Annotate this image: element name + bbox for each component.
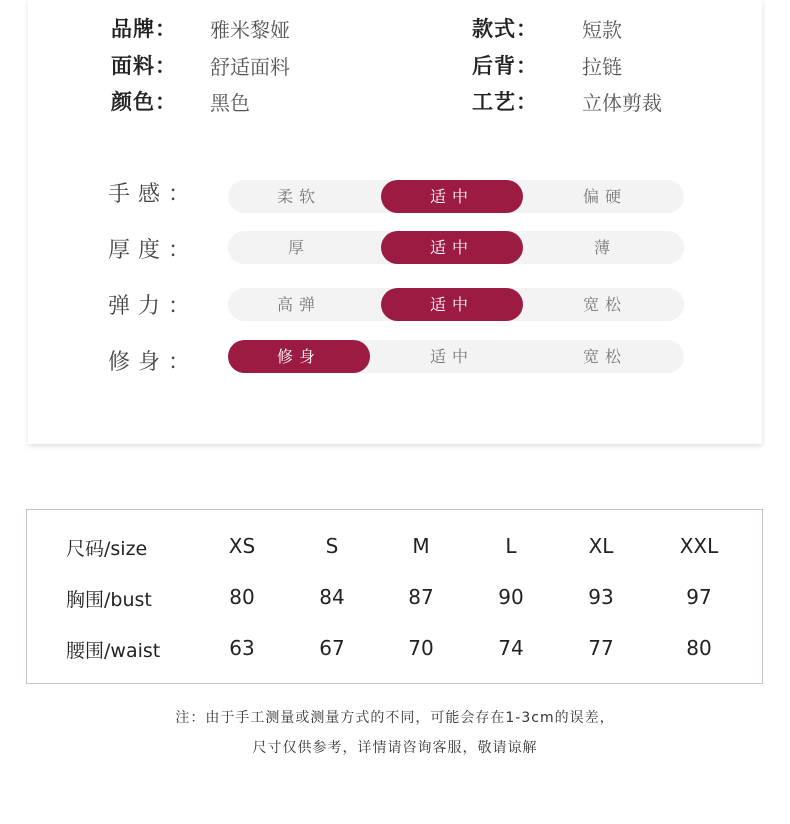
- scale-option: 适中: [381, 231, 523, 264]
- bust-cell: 93: [588, 585, 614, 609]
- bust-cell: 84: [319, 585, 345, 609]
- size-col-header: M: [412, 534, 430, 558]
- size-col-header: XL: [588, 534, 614, 558]
- attr-label-thickness: 厚度：: [108, 238, 199, 263]
- back-label: 后背：: [472, 54, 538, 78]
- brand-value: 雅米黎娅: [210, 18, 290, 42]
- brand-label: 品牌：: [111, 17, 177, 41]
- style-label: 款式：: [472, 17, 538, 41]
- size-col-header: L: [505, 534, 517, 558]
- reference-note: 尺寸仅供参考，详情请咨询客服，敬请谅解: [252, 740, 538, 756]
- waist-cell: 74: [498, 636, 524, 660]
- size-col-header: XXL: [679, 534, 719, 558]
- size-header-label: 尺码/size: [66, 538, 148, 560]
- scale-option: 适中: [429, 347, 474, 366]
- back-value: 拉链: [582, 55, 622, 79]
- scale-option: 高弹: [276, 295, 321, 314]
- attr-label-feel: 手感：: [108, 182, 199, 207]
- bust-cell: 80: [229, 585, 255, 609]
- size-col-header: XS: [228, 534, 256, 558]
- measurement-note: 注：由于手工测量或测量方式的不同，可能会存在1-3cm的误差，: [175, 710, 615, 726]
- scale-option: 柔软: [276, 187, 321, 206]
- waist-cell: 77: [588, 636, 614, 660]
- style-value: 短款: [582, 18, 622, 42]
- bust-cell: 87: [408, 585, 434, 609]
- craft-value: 立体剪裁: [582, 91, 662, 115]
- scale-option: 偏硬: [582, 187, 627, 206]
- scale-option: 宽松: [582, 295, 627, 314]
- bust-label: 胸围/bust: [66, 589, 152, 611]
- scale-option: 宽松: [582, 347, 627, 366]
- bust-cell: 90: [498, 585, 524, 609]
- scale-elasticity: [228, 288, 684, 321]
- scale-option: 薄: [593, 238, 616, 257]
- attr-label-elasticity: 弹力：: [108, 294, 199, 319]
- fabric-value: 舒适面料: [210, 55, 290, 79]
- scale-feel: [228, 180, 684, 213]
- scale-option: 厚: [287, 238, 310, 257]
- size-col-header: S: [325, 534, 339, 558]
- color-value: 黑色: [210, 91, 250, 115]
- waist-cell: 80: [686, 636, 712, 660]
- color-label: 颜色：: [111, 90, 177, 114]
- waist-label: 腰围/waist: [66, 640, 161, 662]
- scale-option: 适中: [381, 180, 523, 213]
- scale-option: 修身: [228, 340, 370, 373]
- scale-thickness: [228, 231, 684, 264]
- scale-option: 适中: [381, 288, 523, 321]
- waist-cell: 63: [229, 636, 255, 660]
- attr-label-fit: 修身：: [108, 350, 199, 375]
- waist-cell: 67: [319, 636, 345, 660]
- fabric-label: 面料：: [111, 54, 177, 78]
- waist-cell: 70: [408, 636, 434, 660]
- bust-cell: 97: [686, 585, 712, 609]
- craft-label: 工艺：: [472, 90, 538, 114]
- scale-fit: [228, 340, 684, 373]
